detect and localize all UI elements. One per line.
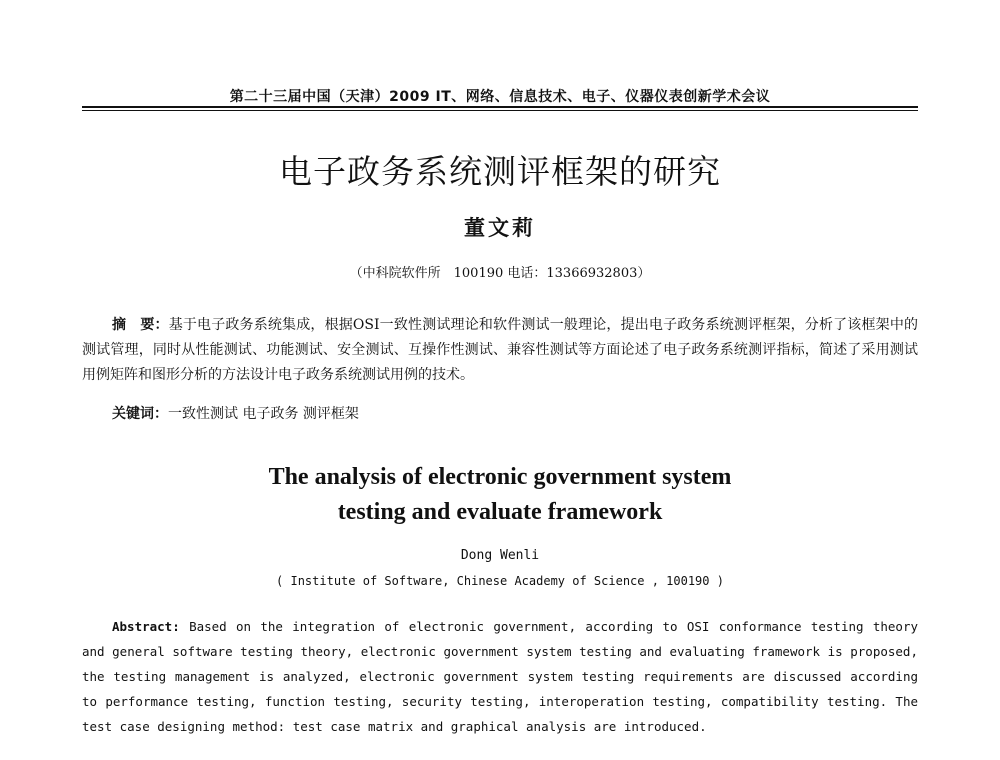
abstract-english bbox=[82, 614, 918, 739]
abstract-chinese-label: 摘 要： bbox=[112, 317, 169, 333]
abstract-english-text: Based on the integration of electronic government, according to OSI conformance testing theory and general software testing theory, electronic government system testing and evaluating framework is proposed, the testing management is analyzed, electronic government system testing requirements are discussed according to performance testing, function testing, security testing, interoperation testing, compatibility testing. The test case designing method: test case matrix and graphical analysis are introduced. bbox=[82, 619, 918, 734]
author-english: Dong Wenli bbox=[460, 548, 540, 563]
abstract-chinese bbox=[82, 313, 918, 388]
abstract-english-label: Abstract: bbox=[112, 619, 180, 634]
author-chinese: 董文莉 bbox=[464, 215, 536, 240]
title-english-line-2: testing and evaluate framework bbox=[337, 499, 663, 525]
affiliation-english: ( Institute of Software, Chinese Academy of Science , 100190 ) bbox=[276, 574, 724, 588]
abstract-chinese-text: 基于电子政务系统集成，根据OSI一致性测试理论和软件测试一般理论，提出电子政务系统测评框架，分析了该框架中的测试管理，同时从性能测试、功能测试、安全测试、互操作性测试、兼容性测试等方面论述了电子政务系统测评指标，简述了采用测试用例矩阵和图形分析的方法设计电子政务系统测试用例的技术。 bbox=[82, 317, 918, 383]
running-head: 第二十三届中国（天津）2009 IT、网络、信息技术、电子、仪器仪表创新学术会议 bbox=[229, 89, 771, 105]
header-rule-thick bbox=[82, 106, 918, 108]
title-english bbox=[0, 460, 1000, 530]
keywords-chinese-text: 一致性测试 电子政务 测评框架 bbox=[168, 406, 359, 422]
header-rule-thin bbox=[82, 110, 918, 111]
keywords-chinese-label: 关键词： bbox=[112, 406, 168, 422]
keywords-chinese bbox=[112, 403, 912, 423]
title-chinese: 电子政务系统测评框架的研究 bbox=[279, 152, 721, 191]
title-english-line-1: The analysis of electronic government system bbox=[268, 464, 732, 490]
affiliation-chinese: （中科院软件所 100190 电话：13366932803） bbox=[349, 266, 651, 281]
